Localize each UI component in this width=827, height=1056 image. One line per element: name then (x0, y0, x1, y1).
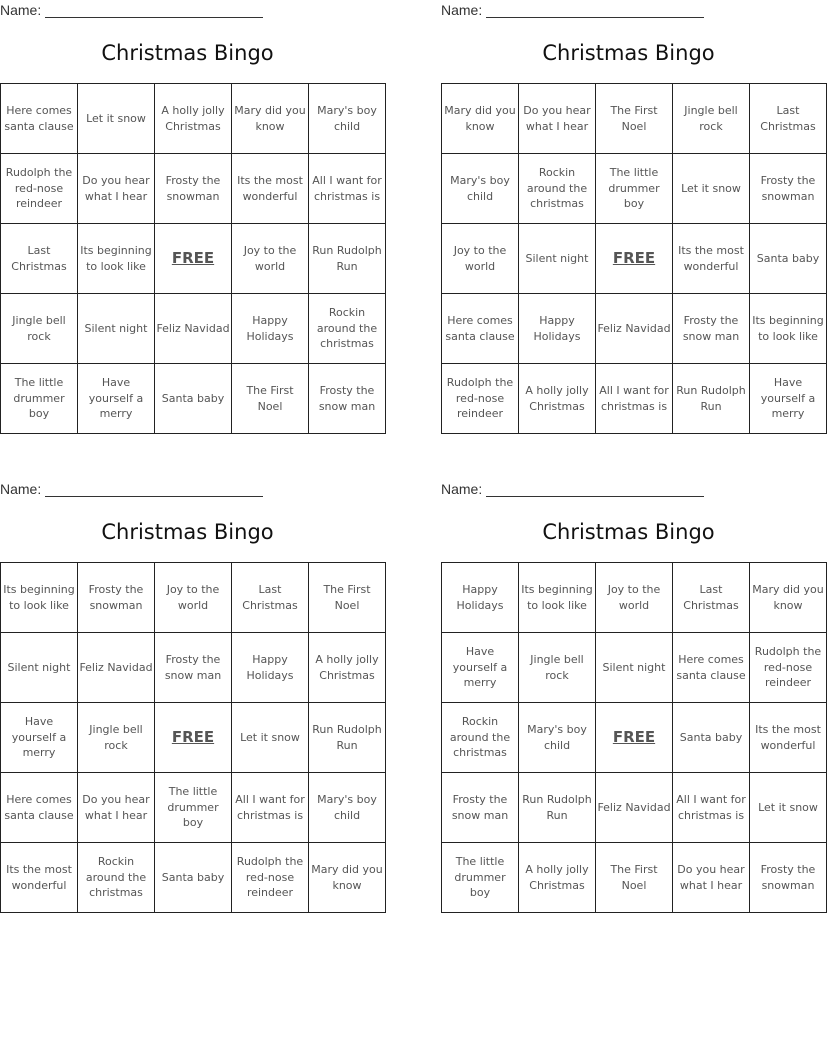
bingo-cell: A holly jolly Christmas (155, 84, 232, 154)
bingo-cell: The First Noel (309, 563, 386, 633)
bingo-cell: Frosty the snow man (309, 364, 386, 434)
bingo-cell: Rudolph the red-nose reindeer (232, 843, 309, 913)
bingo-cell: Its the most wonderful (673, 224, 750, 294)
bingo-cell: Mary's boy child (309, 84, 386, 154)
card-title: Christmas Bingo (101, 41, 274, 65)
bingo-cell: Rockin around the christmas (519, 154, 596, 224)
bingo-cell: Mary did you know (309, 843, 386, 913)
bingo-row (1, 364, 386, 434)
bingo-cell: Mary did you know (442, 84, 519, 154)
bingo-cell: Joy to the world (442, 224, 519, 294)
bingo-cell: A holly jolly Christmas (519, 364, 596, 434)
bingo-cell: Silent night (1, 633, 78, 703)
bingo-cell: Last Christmas (232, 563, 309, 633)
bingo-row (442, 154, 827, 224)
bingo-cell: Silent night (596, 633, 673, 703)
name-field (0, 481, 264, 497)
bingo-cell: Happy Holidays (232, 294, 309, 364)
bingo-cell: Last Christmas (750, 84, 827, 154)
bingo-cell: Happy Holidays (442, 563, 519, 633)
name-underline (486, 17, 704, 18)
bingo-cell: Frosty the snowman (78, 563, 155, 633)
bingo-cell: Santa baby (155, 843, 232, 913)
bingo-cell: Do you hear what I hear (78, 773, 155, 843)
bingo-cell: Frosty the snow man (673, 294, 750, 364)
bingo-cell: Rudolph the red-nose reindeer (1, 154, 78, 224)
bingo-cell: Have yourself a merry (750, 364, 827, 434)
name-underline (486, 496, 704, 497)
bingo-cell: Jingle bell rock (519, 633, 596, 703)
bingo-cell: Run Rudolph Run (519, 773, 596, 843)
bingo-row (1, 633, 386, 703)
name-underline (45, 496, 263, 497)
bingo-cell: Do you hear what I hear (673, 843, 750, 913)
bingo-cell: Here comes santa clause (1, 84, 78, 154)
card-title: Christmas Bingo (542, 41, 715, 65)
bingo-cell: Run Rudolph Run (673, 364, 750, 434)
name-field (0, 2, 264, 18)
bingo-cell: Let it snow (232, 703, 309, 773)
bingo-cell: Its beginning to look like (78, 224, 155, 294)
bingo-cell: Feliz Navidad (155, 294, 232, 364)
bingo-cell: Mary did you know (750, 563, 827, 633)
bingo-cell: Frosty the snow man (155, 633, 232, 703)
bingo-cell: Its beginning to look like (519, 563, 596, 633)
bingo-cell: All I want for christmas is (232, 773, 309, 843)
bingo-cell: The little drummer boy (155, 773, 232, 843)
bingo-cell: Jingle bell rock (1, 294, 78, 364)
bingo-cell: Last Christmas (673, 563, 750, 633)
bingo-cell: Its the most wonderful (232, 154, 309, 224)
bingo-row (1, 224, 386, 294)
bingo-cell: Santa baby (750, 224, 827, 294)
bingo-cell: The little drummer boy (442, 843, 519, 913)
bingo-cell: Frosty the snow man (442, 773, 519, 843)
bingo-cell: Frosty the snowman (155, 154, 232, 224)
bingo-cell: Here comes santa clause (442, 294, 519, 364)
bingo-row (442, 633, 827, 703)
bingo-cell: Jingle bell rock (78, 703, 155, 773)
bingo-row (1, 703, 386, 773)
bingo-cell: Have yourself a merry (1, 703, 78, 773)
bingo-cell: Mary's boy child (309, 773, 386, 843)
bingo-cell: A holly jolly Christmas (519, 843, 596, 913)
bingo-row (1, 84, 386, 154)
bingo-cell: Let it snow (673, 154, 750, 224)
bingo-row (442, 773, 827, 843)
bingo-cell: All I want for christmas is (673, 773, 750, 843)
bingo-cell: Have yourself a merry (78, 364, 155, 434)
bingo-cell: Feliz Navidad (596, 773, 673, 843)
bingo-row (442, 294, 827, 364)
bingo-cell: Let it snow (78, 84, 155, 154)
bingo-row (442, 84, 827, 154)
bingo-cell: Santa baby (673, 703, 750, 773)
bingo-cell: Rockin around the christmas (78, 843, 155, 913)
bingo-row (442, 224, 827, 294)
bingo-cell: Last Christmas (1, 224, 78, 294)
card-title: Christmas Bingo (542, 520, 715, 544)
bingo-cell: Its beginning to look like (750, 294, 827, 364)
bingo-cell: Rudolph the red-nose reindeer (442, 364, 519, 434)
bingo-row (1, 563, 386, 633)
name-label: Name: (0, 2, 42, 18)
bingo-cell: Jingle bell rock (673, 84, 750, 154)
name-label: Name: (441, 481, 483, 497)
bingo-cell: Silent night (519, 224, 596, 294)
bingo-cell: Do you hear what I hear (519, 84, 596, 154)
bingo-row (1, 154, 386, 224)
bingo-cell: Here comes santa clause (1, 773, 78, 843)
name-underline (45, 17, 263, 18)
free-space-cell: FREE (155, 703, 232, 773)
bingo-cell: Happy Holidays (232, 633, 309, 703)
bingo-grid (0, 562, 386, 913)
bingo-row (1, 843, 386, 913)
free-space-cell: FREE (596, 703, 673, 773)
bingo-row (442, 703, 827, 773)
bingo-cell: Frosty the snowman (750, 843, 827, 913)
bingo-grid (441, 83, 827, 434)
bingo-cell: Run Rudolph Run (309, 224, 386, 294)
bingo-cell: Santa baby (155, 364, 232, 434)
bingo-row (442, 843, 827, 913)
bingo-cell: Rockin around the christmas (442, 703, 519, 773)
bingo-cell: Joy to the world (232, 224, 309, 294)
bingo-grid (441, 562, 827, 913)
bingo-cell: All I want for christmas is (596, 364, 673, 434)
bingo-cell: The little drummer boy (1, 364, 78, 434)
bingo-cell: Joy to the world (155, 563, 232, 633)
bingo-cell: Frosty the snowman (750, 154, 827, 224)
name-label: Name: (0, 481, 42, 497)
bingo-cell: Its beginning to look like (1, 563, 78, 633)
bingo-cell: Let it snow (750, 773, 827, 843)
bingo-cell: Joy to the world (596, 563, 673, 633)
bingo-cell: Have yourself a merry (442, 633, 519, 703)
bingo-cell: All I want for christmas is (309, 154, 386, 224)
name-field (441, 481, 705, 497)
bingo-cell: The First Noel (596, 843, 673, 913)
bingo-row (1, 294, 386, 364)
bingo-cell: Rockin around the christmas (309, 294, 386, 364)
bingo-cell: A holly jolly Christmas (309, 633, 386, 703)
bingo-row (442, 563, 827, 633)
bingo-cell: Feliz Navidad (596, 294, 673, 364)
bingo-cell: Mary's boy child (519, 703, 596, 773)
card-title: Christmas Bingo (101, 520, 274, 544)
free-space-cell: FREE (596, 224, 673, 294)
bingo-cell: Run Rudolph Run (309, 703, 386, 773)
bingo-cell: Mary did you know (232, 84, 309, 154)
bingo-grid (0, 83, 386, 434)
bingo-cell: The First Noel (232, 364, 309, 434)
bingo-cell: Mary's boy child (442, 154, 519, 224)
bingo-cell: The little drummer boy (596, 154, 673, 224)
name-field (441, 2, 705, 18)
bingo-cell: Happy Holidays (519, 294, 596, 364)
bingo-cell: Here comes santa clause (673, 633, 750, 703)
bingo-row (1, 773, 386, 843)
bingo-cell: Its the most wonderful (1, 843, 78, 913)
name-label: Name: (441, 2, 483, 18)
free-space-cell: FREE (155, 224, 232, 294)
bingo-cell: Rudolph the red-nose reindeer (750, 633, 827, 703)
bingo-cell: Silent night (78, 294, 155, 364)
bingo-cell: Its the most wonderful (750, 703, 827, 773)
bingo-cell: Feliz Navidad (78, 633, 155, 703)
bingo-cell: Do you hear what I hear (78, 154, 155, 224)
bingo-row (442, 364, 827, 434)
bingo-cell: The First Noel (596, 84, 673, 154)
